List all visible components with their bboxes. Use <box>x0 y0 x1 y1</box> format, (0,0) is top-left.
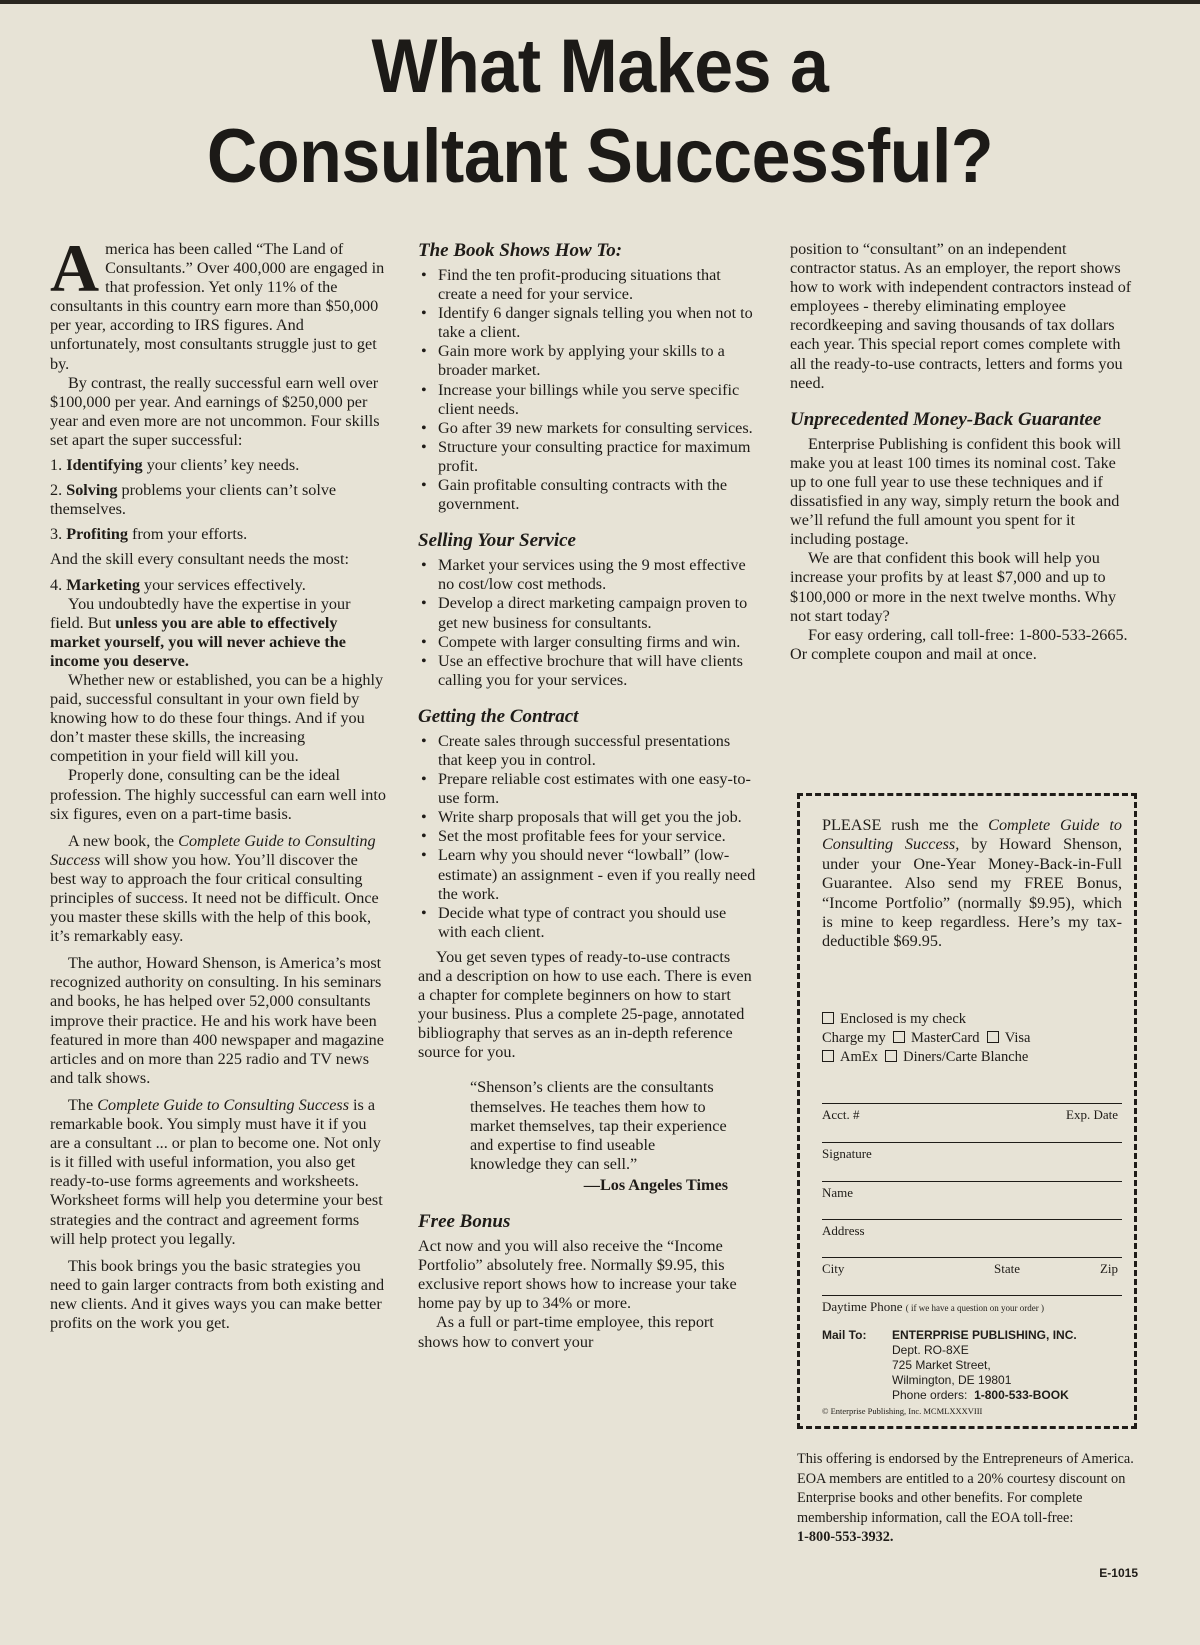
drop-cap: A <box>50 230 100 306</box>
paragraph: Act now and you will also receive the “Income Portfolio” absolutely free. Normally $9.95, this exclusive report shows how to increase your take home pay by up to 34% or more. <box>418 1237 737 1313</box>
pull-quote: “Shenson’s clients are the consultants themselves. He teaches them how to market themselves, tap their experience and expertise to find useable knowledge they can sell.” <box>470 1078 727 1173</box>
intro-paragraph <box>50 230 386 374</box>
list-item: • Gain more work by applying your skills to a broader market. <box>418 342 756 380</box>
mastercard-checkbox[interactable] <box>893 1031 905 1043</box>
list-item: • Set the most profitable fees for your service. <box>418 827 756 846</box>
bullet-list <box>418 732 756 942</box>
headline-line-2: Consultant Successful? <box>206 114 994 199</box>
paragraph: Properly done, consulting can be the ideal profession. The highly successful can earn well into six figures, even on a part-time basis. <box>50 766 386 823</box>
list-item: • Prepare reliable cost estimates with one easy-to-use form. <box>418 770 756 808</box>
paragraph: This book brings you the basic strategies you need to gain larger contracts from both existing and new clients. And it gives ways you can make better profits on the work you get. <box>50 1256 385 1332</box>
column-1 <box>50 230 386 1333</box>
list-item: • Find the ten profit-producing situations that create a need for your service. <box>418 266 756 304</box>
paragraph: You get seven types of ready-to-use contracts and a description on how to use each. There is even a chapter for complete beginners on how to start your business. Plus a complete 25-page, annotated bibliography that serves as an in-depth reference source for you. <box>418 947 752 1062</box>
visa-checkbox[interactable] <box>987 1031 999 1043</box>
account-field[interactable]: Acct. # Exp. Date <box>822 1103 1122 1123</box>
paragraph: position to “consultant” on an independent contractor status. As an employer, the report shows how to work with independent contractors instead of employees - thereby eliminating employee recordkeeping and saving thousands of tax dollars each year. This special report comes complete with all the ready-to-use contracts, letters and forms you need. <box>790 240 1132 392</box>
city-state-zip-field[interactable]: City State Zip <box>822 1257 1122 1277</box>
paragraph: For easy ordering, call toll-free: 1-800-533-2665. Or complete coupon and mail at once. <box>790 625 1128 663</box>
quote-attribution: —Los Angeles Times <box>583 1175 728 1194</box>
list-item: • Create sales through successful presentations that keep you in control. <box>418 732 756 770</box>
amex-checkbox[interactable] <box>822 1050 834 1062</box>
list-item: • Structure your consulting practice for maximum profit. <box>418 438 756 476</box>
paragraph: As a full or part-time employee, this report shows how to convert your <box>418 1313 714 1351</box>
list-item: • Gain profitable consulting contracts with the government. <box>418 476 756 514</box>
eoa-endorsement: This offering is endorsed by the Entrepreneurs of America. EOA members are entitled to a 20% courtesy discount on Enterprise books and other benefits. For complete membership information, call the EOA toll-free: 1-800-553-3932. <box>797 1451 1134 1545</box>
paragraph: By contrast, the really successful earn well over $100,000 per year. And earnings of $250,000 per year and even more are not uncommon. Four skills set apart the super successful: <box>50 373 380 449</box>
paragraph: Enterprise Publishing is confident this book will make you at least 100 times its nominal cost. Take up to one full year to use these techniques and if dissatisfied in any way, simply return the book and we’ll refund the full amount you spent for it including postage. <box>790 434 1121 549</box>
signature-field[interactable]: Signature <box>822 1142 1122 1162</box>
list-item: • Write sharp proposals that will get you the job. <box>418 808 756 827</box>
paragraph: The author, Howard Shenson, is America’s most recognized authority on consulting. In his seminars and books, he has helped over 52,000 consultants improve their practice. He and his work have been featured in more than 400 newspaper and magazine articles and on more than 225 radio and TV news and talk shows. <box>50 954 384 1087</box>
ad-code: E-1015 <box>1099 1566 1138 1580</box>
order-coupon <box>797 793 1137 1429</box>
diners-checkbox[interactable] <box>885 1050 897 1062</box>
paragraph: We are that confident this book will help you increase your profits by at least $7,000 and up to $100,000 or more in the next twelve months. Why not start today? <box>790 549 1117 625</box>
list-item: • Develop a direct marketing campaign proven to get new business for consultants. <box>418 594 756 632</box>
paragraph: Whether new or established, you can be a highly paid, successful consultant in your own field by knowing how to do these four things. And if you don’t master these skills, the increasing competition in your field will kill you. <box>50 670 384 766</box>
bullet-list <box>418 266 756 514</box>
skill-1: 1. Identifying your clients’ key needs. <box>50 456 300 475</box>
address-field[interactable]: Address <box>822 1219 1122 1239</box>
list-item: • Go after 39 new markets for consulting services. <box>418 419 756 438</box>
intro-text: merica has been called “The Land of Consultants.” Over 400,000 are engaged in that profession. Yet only 11% of the consultants in this country earn more than $50,000 per year, according to IRS figures. And unfortunately, most consultants struggle just to get by. <box>50 240 385 373</box>
column-3 <box>790 240 1132 664</box>
skill-3: 3. Profiting from your efforts. <box>50 525 248 544</box>
check-checkbox[interactable] <box>822 1012 834 1024</box>
subheading: The Book Shows How To: <box>418 240 623 261</box>
headline <box>0 22 1200 202</box>
list-item: • Use an effective brochure that will have clients calling you for your services. <box>418 652 756 690</box>
paragraph: A new book, the Complete Guide to Consulting Success will show you how. You’ll discover the best way to approach the four critical consulting principles of success. It need not be difficult. Once you master these skills with the help of this book, it’s remarkably easy. <box>50 831 379 946</box>
skill-2: 2. Solving problems your clients can’t solve themselves. <box>50 481 337 519</box>
subheading: Getting the Contract <box>418 705 579 727</box>
list-item: • Market your services using the 9 most effective no cost/low cost methods. <box>418 556 756 594</box>
headline-line-1: What Makes a <box>371 24 829 109</box>
list-item: • Decide what type of contract you should use with each client. <box>418 904 756 942</box>
column-2 <box>418 240 756 1352</box>
name-field[interactable]: Name <box>822 1181 1122 1201</box>
paragraph: You undoubtedly have the expertise in your field. But unless you are able to effectively market yourself, you will never achieve the income you deserve. <box>50 594 351 670</box>
paragraph: And the skill every consultant needs the most: <box>50 550 349 569</box>
copyright: © Enterprise Publishing, Inc. MCMLXXXVIII <box>822 1406 983 1416</box>
bullet-list <box>418 556 756 690</box>
subheading: Free Bonus <box>418 1211 511 1233</box>
coupon-text: PLEASE rush me the Complete Guide to Consulting Success, by Howard Shenson, under your One-Year Money-Back-in-Full Guarantee. Also send my FREE Bonus, “Income Portfolio” (normally $9.95), which is mine to keep regardless. Here’s my tax-deductible $69.95. <box>822 816 1122 951</box>
subheading: Unprecedented Money-Back Guarantee <box>790 408 1102 430</box>
page-edge <box>0 0 1200 4</box>
list-item: • Compete with larger consulting firms and win. <box>418 633 756 652</box>
subheading: Selling Your Service <box>418 530 576 552</box>
list-item: • Increase your billings while you serve specific client needs. <box>418 381 756 419</box>
paragraph: The Complete Guide to Consulting Success is a remarkable book. You simply must have it if you are a consultant ... or plan to become one. Not only is it filled with useful information, you also get ready-to-use forms agreements and worksheets. Worksheet forms will help you determine your best strategies and the contract and agreement forms will help protect you legally. <box>50 1095 383 1248</box>
list-item: • Identify 6 danger signals telling you when not to take a client. <box>418 304 756 342</box>
list-item: • Learn why you should never “lowball” (low-estimate) an assignment - even if you really need the work. <box>418 846 756 903</box>
payment-options: Enclosed is my check Charge my MasterCard Visa AmEx Diners/Carte Blanche <box>822 1011 1031 1065</box>
mail-to-address: Mail To: ENTERPRISE PUBLISHING, INC. Dept. RO-8XE 725 Market Street, Wilmington, DE 19801 Phone orders: 1-800-533-BOOK <box>822 1328 1077 1402</box>
phone-field[interactable]: Daytime Phone ( if we have a question on your order ) <box>822 1295 1122 1316</box>
skill-4: 4. Marketing your services effectively. <box>50 575 306 594</box>
